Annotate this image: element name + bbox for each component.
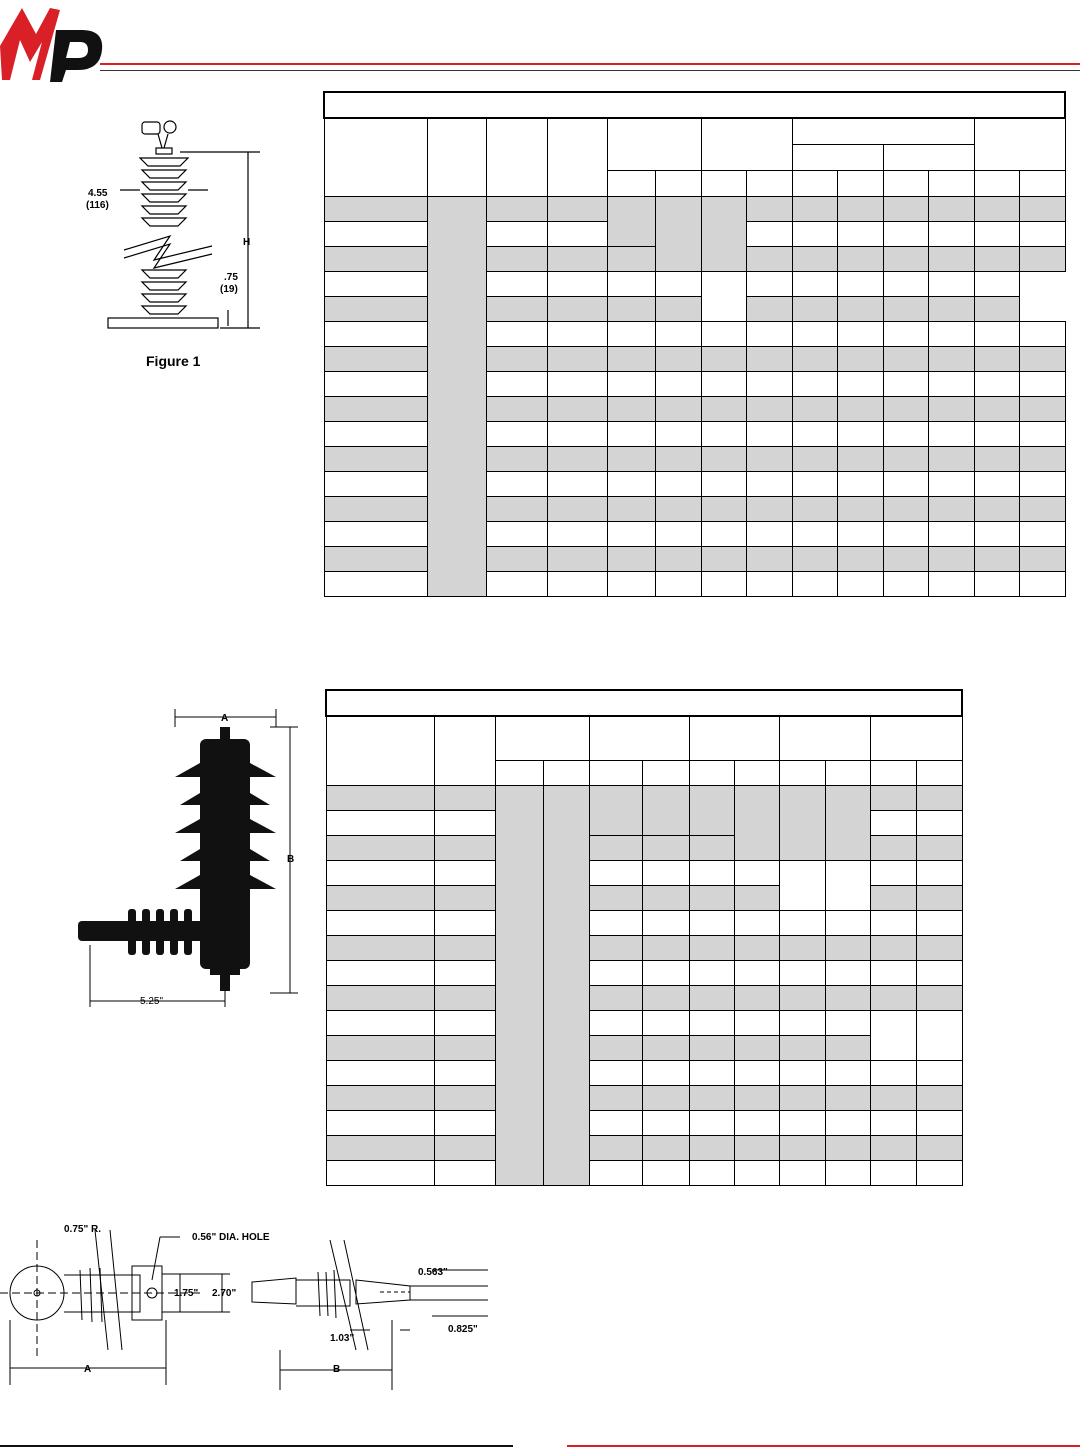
fig3-d4: 0.825"	[448, 1324, 478, 1335]
figure2-drawing	[70, 705, 310, 1015]
figure1-caption: Figure 1	[146, 353, 201, 369]
fig3-radius: 0.75" R.	[64, 1224, 101, 1235]
fig3-d2: 2.70"	[212, 1288, 237, 1299]
footer-rule-right	[567, 1445, 1080, 1447]
fig1-width-mm: (116)	[86, 200, 109, 211]
fig1-width: 4.55	[88, 188, 108, 199]
footer-rule-left	[0, 1445, 513, 1447]
mp-logo	[0, 0, 112, 86]
figure1-drawing	[80, 110, 280, 350]
header-rule-thin	[100, 70, 1080, 71]
fig2-dim-arm: 5.25"	[140, 996, 164, 1007]
header-rule	[100, 63, 1080, 65]
fig3-dim-a: A	[84, 1364, 92, 1375]
fig2-dim-a: A	[221, 713, 229, 724]
fig3-d5: 1.03"	[330, 1333, 355, 1344]
table-2	[325, 689, 963, 1186]
fig3-d1: 1.75"	[174, 1288, 199, 1299]
figure3-drawing	[0, 1220, 500, 1395]
fig1-height: H	[243, 237, 251, 248]
fig1-base-mm: (19)	[220, 284, 238, 295]
fig3-d3: 0.563"	[418, 1267, 448, 1278]
table-1	[323, 91, 1066, 597]
fig1-base: .75	[224, 272, 238, 283]
fig2-dim-b: B	[287, 854, 295, 865]
fig3-dim-b: B	[333, 1364, 341, 1375]
fig3-hole: 0.56" DIA. HOLE	[192, 1232, 270, 1243]
